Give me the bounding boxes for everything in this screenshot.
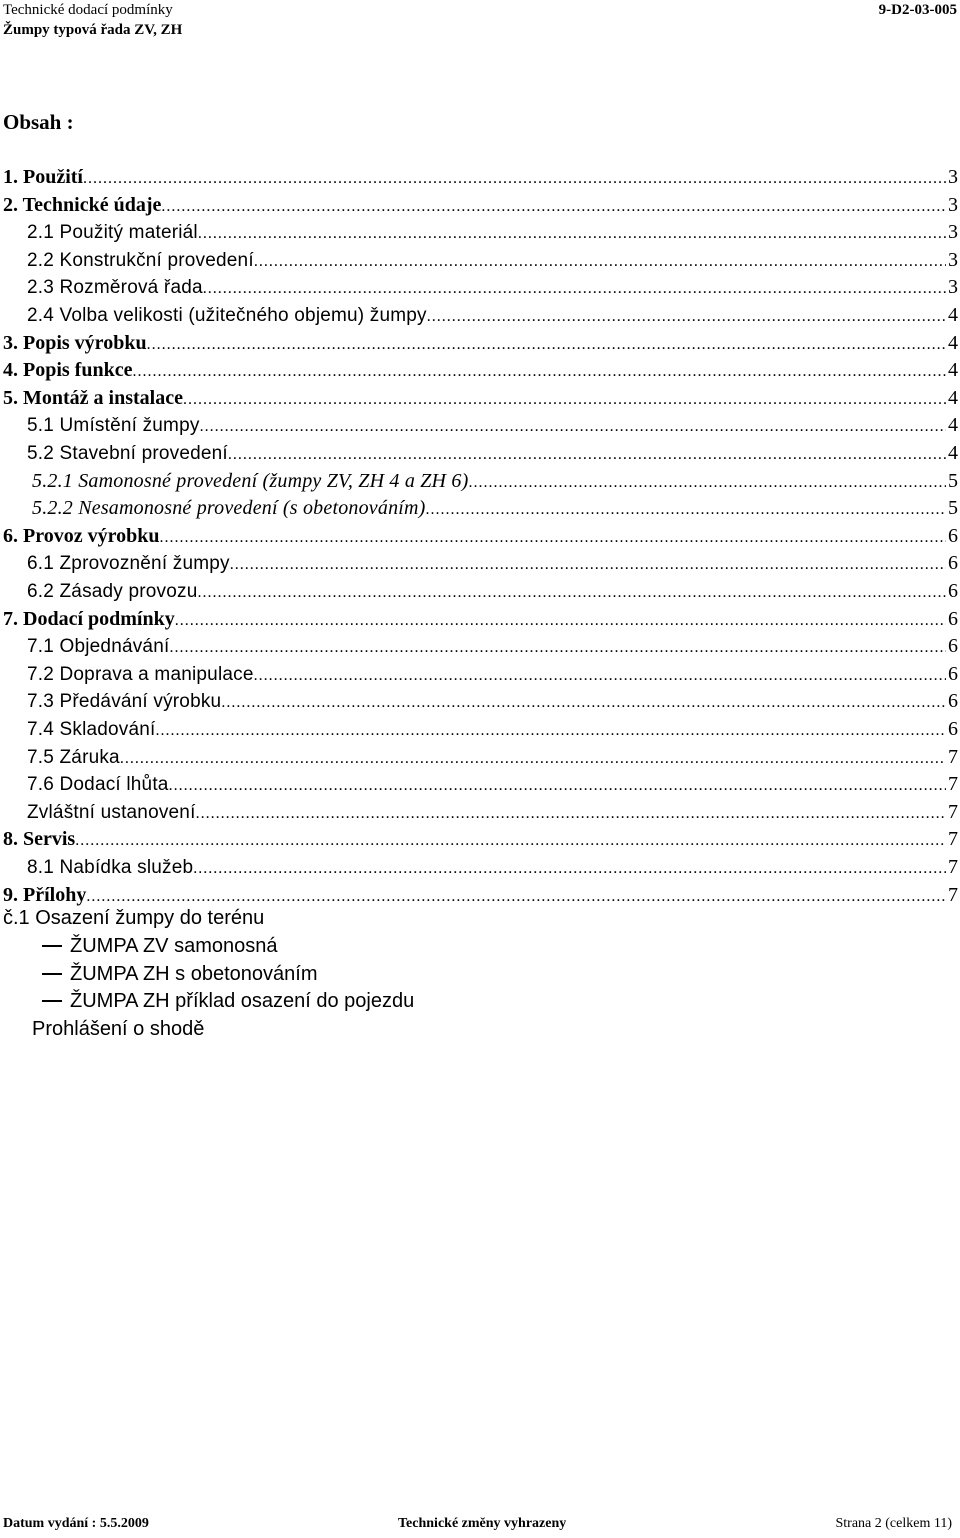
toc-entry[interactable]	[27, 301, 958, 329]
toc-entry-page: 7	[948, 856, 958, 878]
toc-leader-dots	[426, 496, 946, 524]
toc-entry-title: 7. Dodací podmínky	[3, 607, 175, 630]
toc-entry-title: 2. Technické údaje	[3, 193, 162, 216]
toc-entry-title: 8.1 Nabídka služeb	[27, 857, 194, 878]
declaration-of-conformity: Prohlášení o shodě	[32, 1018, 205, 1040]
toc-entry-page: 4	[948, 359, 958, 382]
changes-reserved-note: Technické změny vyhrazeny	[398, 1516, 567, 1531]
toc-entry-title: 7.2 Doprava a manipulace	[27, 663, 254, 685]
toc-entry-title: 2.4 Volba velikosti (užitečného objemu) žumpy	[27, 305, 427, 326]
toc-entry[interactable]	[27, 770, 958, 798]
toc-entry-page: 3	[948, 248, 958, 271]
attachment-item-label: ŽUMPA ZV samonosná	[70, 935, 278, 957]
toc-leader-dots	[197, 579, 946, 607]
attachment-item-label: ŽUMPA ZH příklad osazení do pojezdu	[70, 990, 415, 1012]
toc-entry-title: 7.3 Předávání výrobku	[27, 691, 222, 713]
toc-entry[interactable]	[27, 246, 958, 274]
toc-entry-title: 5.2.2 Nesamonosné provedení (s obetonováním)	[32, 497, 426, 520]
toc-leader-dots	[230, 551, 946, 579]
toc-entry-page: 6	[948, 607, 958, 630]
toc-entry[interactable]	[27, 411, 958, 439]
toc-entry-title: 6. Provoz výrobku	[3, 524, 160, 547]
toc-entry[interactable]	[27, 715, 958, 743]
toc-leader-dots	[193, 855, 946, 883]
toc-entry-page: 4	[948, 386, 958, 409]
toc-entry-page: 5	[948, 469, 958, 492]
toc-entry-title: 2.3 Rozměrová řada	[27, 277, 203, 299]
toc-leader-dots	[83, 165, 946, 193]
toc-entry[interactable]	[27, 218, 958, 246]
toc-leader-dots	[169, 634, 946, 662]
toc-entry-title: 8. Servis	[3, 828, 76, 851]
toc-entry-title: 4. Popis funkce	[3, 359, 133, 382]
toc-entry-title: Zvláštní ustanovení	[27, 801, 196, 823]
attachment-item	[42, 932, 277, 960]
toc-entry[interactable]	[3, 163, 958, 191]
toc-leader-dots	[203, 275, 946, 303]
dash-bullet-icon	[42, 945, 62, 947]
toc-entry-page: 6	[948, 552, 958, 575]
toc-entry-title: 1. Použití	[3, 166, 83, 188]
toc-entry[interactable]	[27, 439, 958, 467]
toc-entry[interactable]	[27, 743, 958, 771]
toc-entry-title: 2.1 Použitý materiál	[27, 222, 198, 244]
toc-entry[interactable]	[3, 522, 958, 550]
toc-leader-dots	[228, 441, 946, 469]
toc-leader-dots	[183, 386, 946, 414]
toc-entry[interactable]	[27, 853, 958, 881]
toc-entry-page: 3	[948, 276, 958, 299]
toc-entry[interactable]	[32, 494, 958, 522]
toc-leader-dots	[254, 248, 946, 276]
toc-entry-title: 5. Montáž a instalace	[3, 386, 183, 409]
toc-entry-page: 7	[948, 883, 958, 906]
toc-entry[interactable]	[27, 273, 958, 301]
toc-entry-title: 7.5 Záruka	[27, 746, 120, 768]
toc-leader-dots	[132, 358, 946, 386]
contents-title: Obsah :	[3, 110, 74, 134]
toc-leader-dots	[200, 413, 946, 441]
toc-leader-dots	[254, 662, 946, 690]
dash-bullet-icon	[42, 973, 62, 975]
header-left	[3, 0, 182, 40]
document-subject: Žumpy typová řada ZV, ZH	[3, 22, 183, 38]
toc-leader-dots	[427, 303, 946, 331]
toc-entry[interactable]	[3, 384, 958, 412]
toc-entry-title: 2.2 Konstrukční provedení	[27, 249, 254, 271]
attachment-item	[42, 960, 318, 988]
toc-leader-dots	[75, 827, 946, 855]
toc-leader-dots	[169, 772, 946, 800]
toc-entry-title: 7.6 Dodací lhůta	[27, 774, 169, 796]
attachment-item-label: ŽUMPA ZH s obetonováním	[70, 963, 318, 985]
toc-entry-title: 3. Popis výrobku	[3, 331, 147, 354]
toc-leader-dots	[160, 524, 947, 552]
toc-entry-page: 3	[948, 166, 958, 188]
toc-leader-dots	[196, 800, 946, 828]
toc-leader-dots	[120, 745, 946, 773]
toc-entry[interactable]	[27, 577, 958, 605]
toc-entry-page: 3	[948, 193, 958, 216]
toc-entry[interactable]	[27, 660, 958, 688]
toc-entry-title: 5.2 Stavební provedení	[27, 443, 228, 464]
toc-entry[interactable]	[3, 329, 958, 357]
toc-entry-title: 7.4 Skladování	[27, 719, 156, 740]
toc-entry-page: 6	[948, 580, 958, 602]
page-number: Strana 2 (celkem 11)	[835, 1516, 952, 1531]
toc-entry[interactable]	[27, 549, 958, 577]
toc-entry[interactable]	[3, 356, 958, 384]
toc-entry-title: 9. Přílohy	[3, 883, 87, 906]
toc-leader-dots	[198, 220, 946, 248]
toc-entry-title: 5.2.1 Samonosné provedení (žumpy ZV, ZH 4 a ZH 6)	[32, 469, 469, 492]
toc-entry-page: 4	[948, 442, 958, 464]
document-type: Technické dodací podmínky	[3, 2, 173, 18]
toc-entry-page: 6	[948, 690, 958, 713]
toc-entry[interactable]	[27, 632, 958, 660]
toc-entry-title: 6.1 Zprovoznění žumpy	[27, 553, 230, 575]
document-number: 9-D2-03-005	[878, 2, 957, 18]
toc-entry[interactable]	[3, 825, 958, 853]
toc-entry[interactable]	[3, 191, 958, 219]
toc-entry-title: 5.1 Umístění žumpy	[27, 415, 200, 437]
toc-entry[interactable]	[3, 605, 958, 633]
toc-entry-page: 5	[948, 497, 958, 520]
toc-entry-page: 6	[948, 635, 958, 658]
toc-leader-dots	[175, 607, 946, 635]
toc-entry-page: 4	[948, 304, 958, 326]
toc-entry-title: 6.2 Zásady provozu	[27, 581, 198, 602]
toc-leader-dots	[147, 331, 946, 359]
toc-entry-title: 7.1 Objednávání	[27, 636, 170, 658]
toc-leader-dots	[221, 689, 946, 717]
toc-entry-page: 7	[948, 773, 958, 796]
toc-entry-page: 7	[948, 745, 958, 768]
toc-entry-page: 7	[948, 800, 958, 823]
toc-leader-dots	[161, 193, 946, 221]
toc-entry[interactable]	[32, 467, 958, 495]
toc-entry-page: 7	[948, 828, 958, 851]
toc-leader-dots	[468, 469, 946, 497]
issue-date: Datum vydání : 5.5.2009	[3, 1516, 149, 1531]
toc-entry[interactable]	[27, 798, 958, 826]
toc-entry-page: 4	[948, 331, 958, 354]
toc-entry-page: 6	[948, 524, 958, 547]
attachment-item	[42, 987, 414, 1015]
dash-bullet-icon	[42, 1000, 62, 1002]
toc-leader-dots	[156, 717, 947, 745]
toc-entry-page: 3	[948, 221, 958, 244]
toc-entry-page: 4	[948, 414, 958, 437]
toc-entry[interactable]	[27, 687, 958, 715]
attachment-heading: č.1 Osazení žumpy do terénu	[3, 907, 265, 929]
toc-entry-page: 6	[948, 662, 958, 685]
toc-entry-page: 6	[948, 718, 958, 740]
